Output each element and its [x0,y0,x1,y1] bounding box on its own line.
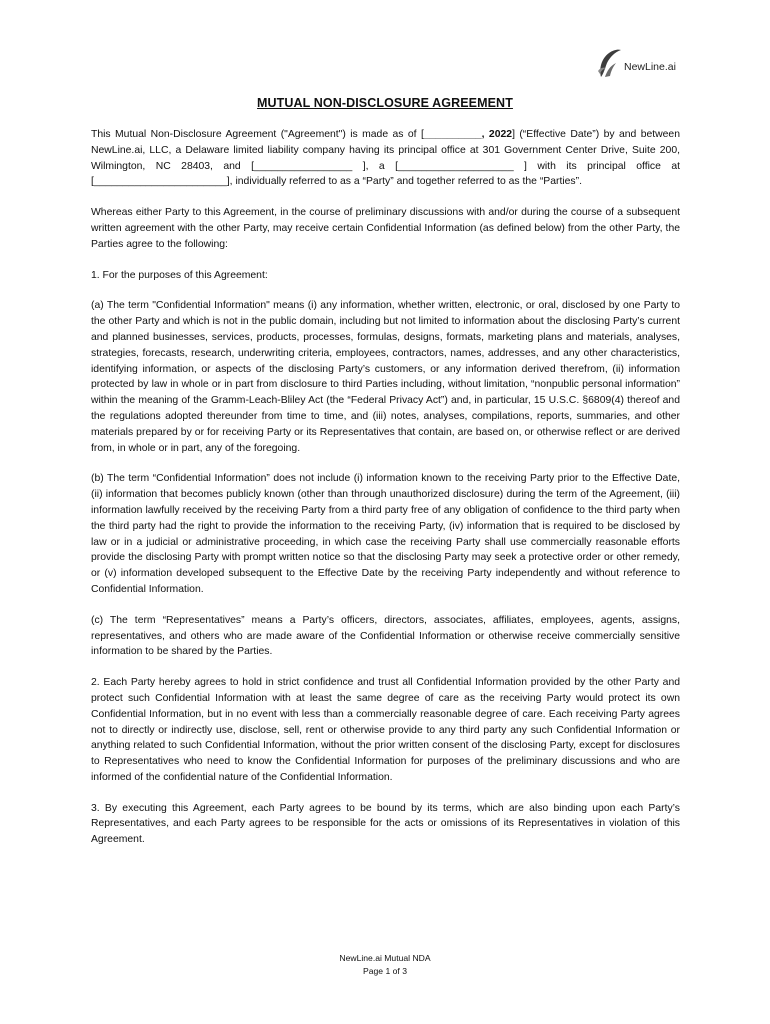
company-logo [595,47,695,79]
wing-logo-icon [595,47,623,79]
page-footer [0,952,770,978]
section-2: 2. Each Party hereby agrees to hold in strict confidence and trust all Confidential Information provided by the other Party and protect such Confidential Information with at least the same degree of care as the receiving Party would protect its own Confidential Information, but in no event with less than a commercially reasonable degree of care. Each receiving Party agrees not to directly or indirectly use, disclose, sell, rent or otherwise provide to any third party any such Confidential Information or anything related to such Confidential Information, without the prior written consent of the disclosing Party, except for disclosures to Representatives who need to know the Confidential Information for purposes of the preliminary discussions and who are informed of the confidential nature of the Confidential Information. [91,677,680,783]
clause-1c: (c) The term “Representatives” means a Party’s officers, directors, associates, affiliates, employees, agents, assigns, representatives, and others who are made aware of the Confidential Information or otherwise receive commercially sensitive information to be shared by the Parties. [91,614,680,658]
footer-page-number: Page 1 of 3 [363,966,407,976]
logo-text: NewLine.ai [624,61,676,73]
section-3: 3. By executing this Agreement, each Party agrees to be bound by its terms, which are also binding upon each Party’s Representatives, and each Party agrees to be responsible for the acts or omissions of its Representatives in violation of this Agreement. [91,802,680,846]
document-body [91,127,680,863]
section-1-heading: 1. For the purposes of this Agreement: [91,269,268,281]
effective-date-blank: __________, 2022 [423,129,513,140]
intro-text-end: ] (“Effective Date”) by and between NewLine.ai, LLC, a Delaware limited liability company having its principal office at 301 Government Center Drive, Suite 200, Wilmington, NC 28403, and [_________________ ], a [____________________ ] with its principal office at [_______________________], individually referred to as a “Party” and together referred to as the “Parties”. [91,129,680,188]
footer-doc-name: NewLine.ai Mutual NDA [339,953,431,963]
intro-paragraph [91,127,680,190]
whereas-paragraph: Whereas either Party to this Agreement, in the course of preliminary discussions with and/or during the course of a subsequent written agreement with the other Party, may receive certain Confidential Information (as defined below) from the other Party, the Parties agree to the following: [91,207,680,250]
document-title: MUTUAL NON-DISCLOSURE AGREEMENT [257,96,513,110]
clause-1b: (b) The term “Confidential Information” does not include (i) information known to the receiving Party prior to the Effective Date, (ii) information that becomes publicly known (other than through unauthorized disclosure) during the term of the Agreement, (iii) information lawfully received by the receiving Party from a third party free of any obligation of confidence to the third party when the third party had the right to provide the information to the receiving Party, (iv) information that is required to be disclosed by law or in a judicial or administrative proceeding, in which case the receiving Party shall use commercially reasonable efforts provide the disclosing Party with prompt written notice so that the disclosing Party may seek a protective order or other remedy, or (v) information developed subsequent to the Effective Date by the receiving Party independently and without reference to Confidential Information. [91,473,680,595]
intro-text-start: This Mutual Non-Disclosure Agreement ("Agreement") is made as of [ [91,129,424,140]
clause-1a: (a) The term "Confidential Information" means (i) any information, whether written, electronic, or oral, disclosed by one Party to the other Party and which is not in the public domain, including but not limited to information about the disclosing Party’s current and planned businesses, services, products, processes, formulas, designs, formats, marketing plans and materials, analyses, strategies, forecasts, research, underwriting criteria, employees, contractors, names, addresses, and any other characteristics, identifying information, or aspects of the disclosing Party’s customers, or any information derived therefrom, (ii) information protected by law in whole or in part from disclosure to third Parties including, without limitation, “nonpublic personal information” within the meaning of the Gramm-Leach-Bliley Act (the “Federal Privacy Act”) and, in particular, 15 U.S.C. §6809(4) thereof and the regulations adopted thereunder from time to time, and (iii) notes, analyses, compilations, reports, summaries, and other materials prepared by or for receiving Party or its Representatives that contain, are based on, or otherwise reflect or are derived from, in whole or in part, any of the foregoing. [91,300,680,454]
